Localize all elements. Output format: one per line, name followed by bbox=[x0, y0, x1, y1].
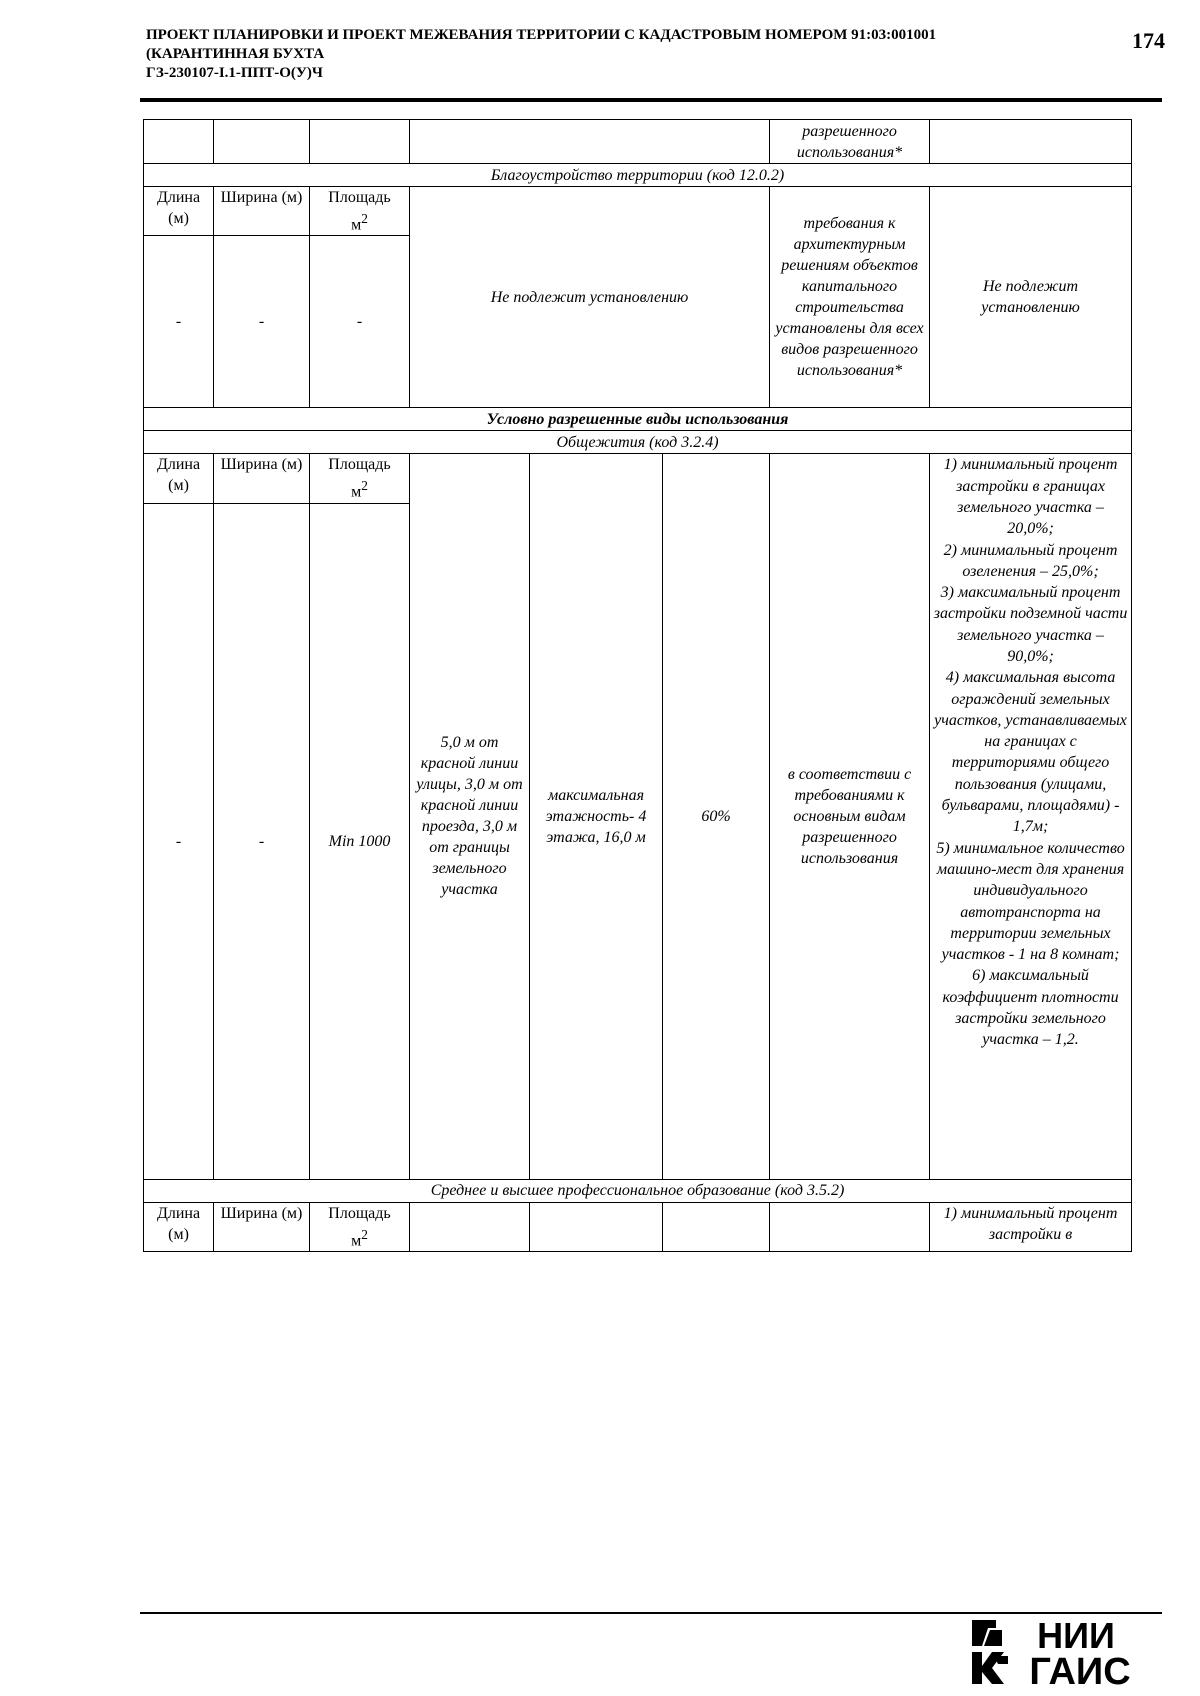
section2-percent: 60% bbox=[663, 454, 770, 1179]
section3-header-row bbox=[144, 1202, 1132, 1251]
param-item: 5) минимальное количество машино-мест для хранения индивидуального автотранспорта на территории земельных участков - 1 на 8 комнат; bbox=[936, 839, 1125, 964]
section2-area: Min 1000 bbox=[310, 503, 410, 1179]
col-length-header: Длина (м) bbox=[144, 454, 214, 503]
section3-params-start: 1) минимальный процент застройки в bbox=[930, 1202, 1132, 1251]
cont-requirements: разрешенного использования* bbox=[770, 120, 930, 164]
niigais-logo bbox=[968, 1616, 1158, 1688]
col-area-unit: м bbox=[351, 1231, 362, 1249]
section3-title-row bbox=[144, 1179, 1132, 1202]
section3-blank-1 bbox=[410, 1202, 530, 1251]
cont-cell-1 bbox=[144, 120, 214, 164]
cont-cell-4 bbox=[410, 120, 770, 164]
param-item: 2) минимальный процент озеленения – 25,0%; bbox=[943, 541, 1118, 580]
col-area-header bbox=[310, 187, 410, 236]
col-area-header bbox=[310, 1202, 410, 1251]
section2-setbacks: 5,0 м от красной линии улицы, 3,0 м от красной линии проезда, 3,0 м от границы земельного участка bbox=[410, 454, 530, 1179]
section2-floors: максимальная этажность- 4 этажа, 16,0 м bbox=[530, 454, 663, 1179]
section1-area: - bbox=[310, 236, 410, 408]
document-header bbox=[146, 26, 1086, 83]
section1-length: - bbox=[144, 236, 214, 408]
logo-text-top: НИИ bbox=[1037, 1616, 1115, 1656]
section3-blank-3 bbox=[663, 1202, 770, 1251]
section-title-blagoustroistvo: Благоустройство территории (код 12.0.2) bbox=[144, 164, 1132, 187]
section-title-obshchezhitiya: Общежития (код 3.2.4) bbox=[144, 431, 1132, 454]
logo-text-bottom: ГАИС bbox=[1029, 1651, 1131, 1688]
section1-width: - bbox=[214, 236, 310, 408]
section2-length: - bbox=[144, 503, 214, 1179]
section2-header-row bbox=[144, 454, 1132, 503]
header-divider bbox=[140, 98, 1162, 102]
col-area-label: Площадь bbox=[328, 189, 391, 206]
section2-title-row bbox=[144, 431, 1132, 454]
section-title-row bbox=[144, 164, 1132, 187]
param-item: 6) максимальный коэффициент плотности застройки земельного участка – 1,2. bbox=[942, 967, 1119, 1049]
cont-cell-2 bbox=[214, 120, 310, 164]
col-area-label: Площадь bbox=[328, 1204, 391, 1222]
col-area-sup: 2 bbox=[361, 211, 368, 226]
regulations-table bbox=[143, 119, 1132, 1252]
section2-params bbox=[930, 454, 1132, 1179]
header-line-3: ГЗ-230107-I.1-ППТ-О(У)Ч bbox=[146, 65, 323, 81]
col-width-header: Ширина (м) bbox=[214, 187, 310, 236]
section3-blank-4 bbox=[770, 1202, 930, 1251]
section2-width: - bbox=[214, 503, 310, 1179]
section1-requirements: требования к архитектурным решениям объектов капитального строительства установлены для всех видов разрешенного использования* bbox=[770, 187, 930, 408]
cont-cell-last bbox=[930, 120, 1132, 164]
param-item: 1) минимальный процент застройки в границах земельного участка – 20,0%; bbox=[943, 456, 1118, 538]
header-line-1: ПРОЕКТ ПЛАНИРОВКИ И ПРОЕКТ МЕЖЕВАНИЯ ТЕРРИТОРИИ С КАДАСТРОВЫМ НОМЕРОМ 91:03:001001 bbox=[146, 27, 937, 43]
col-length-header: Длина (м) bbox=[144, 187, 214, 236]
section3-blank-2 bbox=[530, 1202, 663, 1251]
col-width-header: Ширина (м) bbox=[214, 454, 310, 503]
col-area-sup: 2 bbox=[361, 478, 368, 494]
section-title-obrazovanie: Среднее и высшее профессиональное образование (код 3.5.2) bbox=[144, 1179, 1132, 1202]
regulations-table-wrap bbox=[143, 119, 1132, 1252]
col-area-unit: м bbox=[351, 216, 362, 234]
cont-cell-3 bbox=[310, 120, 410, 164]
continuation-row bbox=[144, 120, 1132, 164]
section1-main-text: Не подлежит установлению bbox=[410, 187, 770, 408]
section1-header-row bbox=[144, 187, 1132, 236]
logo-emblem-icon bbox=[972, 1620, 1008, 1684]
col-length-header: Длина (м) bbox=[144, 1202, 214, 1251]
page-number: 174 bbox=[1132, 28, 1165, 53]
header-line-2: (КАРАНТИННАЯ БУХТА bbox=[146, 46, 325, 62]
param-item: 4) максимальная высота ограждений земельных участков, устанавливаемых на границах с территориями общего пользования (улицами, бульварами, площадями) - 1,7м; bbox=[934, 669, 1127, 836]
param-item: 3) максимальный процент застройки подземной части земельного участка – 90,0%; bbox=[933, 584, 1128, 665]
footer-divider bbox=[140, 1612, 1162, 1614]
col-area-unit: м bbox=[351, 483, 362, 501]
conditional-title: Условно разрешенные виды использования bbox=[144, 408, 1132, 431]
col-area-header bbox=[310, 454, 410, 503]
col-width-header: Ширина (м) bbox=[214, 1202, 310, 1251]
section1-last: Не подлежит установлению bbox=[930, 187, 1132, 408]
col-area-label: Площадь bbox=[328, 456, 391, 474]
section2-compliance: в соответствии с требованиями к основным видам разрешенного использования bbox=[770, 454, 930, 1179]
conditional-title-row bbox=[144, 408, 1132, 431]
col-area-sup: 2 bbox=[361, 1226, 368, 1242]
